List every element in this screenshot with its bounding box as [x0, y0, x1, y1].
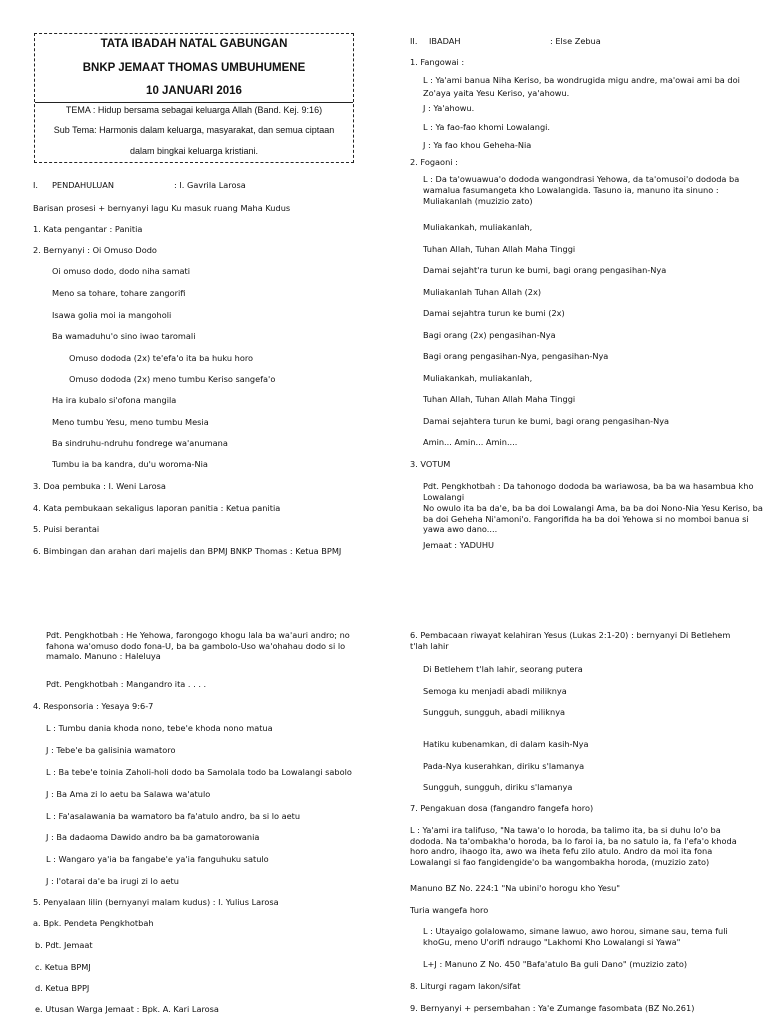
liturgy-leader-line: L : Ya'ami ira talifuso, "Na tawa'o lo horoda, ba talimo ita, ba si duhu lo'o ba dododa. Na ta'ombakha'o horoda, ba lo faroi ia, ba no satulo ia, fa l'efa'o khoda horo andro, ihaogo ita, awo wa iheta fefu zilo atulo. Andro da moi ita fona Lowalangi si fao fangidengide'o ba wangombakha horoda, (muzizio zato) [410, 825, 737, 867]
pastor-line: Pdt. Pengkhotbah : Mangandro ita . . . . [46, 679, 207, 689]
song-line: Ba wamaduhu'o sino iwao taromali [52, 331, 196, 341]
song-line: Damai sejahtra turun ke bumi (2x) [423, 308, 565, 318]
song-line: Omuso dododa (2x) te'efa'o ita ba huku horo [69, 353, 254, 363]
list-item: 6. Bimbingan dan arahan dari majelis dan BPMJ BNKP Thomas : Ketua BPMJ [33, 546, 342, 556]
song-line: Tuhan Allah, Tuhan Allah Maha Tinggi [423, 394, 576, 404]
theme-text: TEMA : Hidup bersama sebagai keluarga Allah (Band. Kej. 9:16) [65, 105, 323, 115]
song-line: Muliakankah, muliakanlah, [423, 373, 533, 383]
liturgy-leader-line: L : Da ta'owuawua'o dododa wangondrasi Yehowa, da ta'omusoi'o dododa ba wamalua fasumangeta kho Lowalangida. Tasuno ia, manuno ita sinuno : Muliakanlah (muzizio zato) [423, 174, 740, 206]
list-item: 5. Penyalaan lilin (bernyanyi malam kudus) : I. Yulius Larosa [33, 897, 279, 907]
song-line: Di Betlehem t'lah lahir, seorang putera [423, 664, 583, 674]
list-item: 1. Kata pengantar : Panitia [33, 224, 143, 234]
document-title: TATA IBADAH NATAL GABUNGAN [100, 38, 288, 50]
song-line: Semoga ku menjadi abadi miliknya [423, 686, 567, 696]
list-item: 4. Responsoria : Yesaya 9:6-7 [33, 701, 154, 711]
pastor-line: Pdt. Pengkhotbah : He Yehowa, farongogo khogu lala ba wa'auri andro; no fahona wa'omuso dodo fona-U, ba ba gambolo-Uso wa'ohahau dodo si lo mamalo. Manuno : Haleluya [46, 630, 350, 661]
song-line: Isawa golia moi ia mangoholi [52, 310, 172, 320]
song-line: Sungguh, sungguh, abadi miliknya [423, 707, 566, 717]
liturgy-leader-line: L : Utayaigo golalowamo, simane lawuo, awo horou, simane sau, tema fuli khoGu, meno U'orifi ndraugo "Lakhomi Kho Lowalangi si Yawa" [423, 926, 728, 947]
list-item: 1. Fangowai : [410, 57, 465, 67]
list-item: 6. Pembacaan riwayat kelahiran Yesus (Lukas 2:1-20) : bernyanyi Di Betlehem t'lah lahir [410, 630, 731, 651]
song-line: Meno tumbu Yesu, meno tumbu Mesia [52, 417, 209, 427]
responsive-line: J : Ba Ama zi lo aetu ba Salawa wa'atulo [46, 789, 211, 799]
song-line: Muliakanlah Tuhan Allah (2x) [423, 287, 542, 297]
liturgy-congregation-line: J : Ya'ahowu. [423, 103, 475, 113]
song-line: Hatiku kubenamkan, di dalam kasih-Nya [423, 739, 589, 749]
service-date: 10 JANUARI 2016 [146, 85, 242, 97]
liturgy-leader-line: L : Ya'ami banua Niha Keriso, ba wondrugida migu andre, ma'owai ami ba doi Zo'aya yaita Yesu Keriso, ya'ahowu. [423, 75, 740, 98]
song-line: Tumbu ia ba kandra, du'u woroma-Nia [52, 459, 208, 469]
song-line: Sungguh, sungguh, diriku s'lamanya [423, 782, 573, 792]
list-item: 2. Fogaoni : [410, 157, 458, 167]
section-leader: : Else Zebua [550, 36, 601, 46]
song-line: Muliakankah, muliakanlah, [423, 222, 533, 232]
pastor-line: Pdt. Pengkhotbah : Da tahonogo dododa ba wariawosa, ba ba wa hasambua kho Lowalangi [423, 481, 754, 502]
list-item: a. Bpk. Pendeta Pengkhotbah [33, 918, 154, 928]
votum-text: No owulo ita ba da'e, ba ba doi Lowalangi Ama, ba ba doi Nono-Nia Yesu Keriso, ba ba doi Geheha Ni'amoni'o. Fangorifida ha ba doi Yehowa si no momboi banua si yawa awo dano.... [423, 503, 763, 534]
responsive-line: J : I'otarai da'e ba irugi zi lo aetu [46, 876, 179, 886]
title-divider [35, 102, 353, 103]
hymn-reference: L+J : Manuno Z No. 450 "Bafa'atulo Ba guli Dano" (muzizio zato) [423, 959, 688, 969]
congregation-response: Jemaat : YADUHU [423, 540, 495, 550]
title-box [34, 33, 354, 163]
list-item: 7. Pengakuan dosa (fangandro fangefa horo) [410, 803, 594, 813]
list-item: 5. Puisi berantai [33, 524, 100, 534]
responsive-line: L : Wangaro ya'ia ba fangabe'e ya'ia fanguhuku satulo [46, 854, 269, 864]
section-leader: : I. Gavrila Larosa [174, 180, 246, 190]
song-line: Omuso dododa (2x) meno tumbu Keriso sangefa'o [69, 374, 276, 384]
list-item: 3. VOTUM [410, 459, 451, 469]
list-item: 3. Doa pembuka : I. Weni Larosa [33, 481, 166, 491]
procession-text: Barisan prosesi + bernyanyi lagu Ku masuk ruang Maha Kudus [33, 203, 291, 213]
list-item: 9. Bernyanyi + persembahan : Ya'e Zumange fasombata (BZ No.261) [410, 1003, 695, 1013]
list-item: 8. Liturgi ragam lakon/sifat [410, 981, 521, 991]
song-line: Damai sejahtera turun ke bumi, bagi orang pengasihan-Nya [423, 416, 670, 426]
list-item: 4. Kata pembukaan sekaligus laporan panitia : Ketua panitia [33, 503, 281, 513]
church-name: BNKP JEMAAT THOMAS UMBUHUMENE [82, 62, 306, 74]
responsive-line: J : Ba dadaoma Dawido andro ba ba gamatorowania [46, 832, 260, 842]
list-item: c. Ketua BPMJ [35, 962, 91, 972]
section-number: II. [410, 36, 418, 46]
song-line: Tuhan Allah, Tuhan Allah Maha Tinggi [423, 244, 576, 254]
song-line: Bagi orang pengasihan-Nya, pengasihan-Nya [423, 351, 609, 361]
section-title: PENDAHULUAN [52, 180, 115, 190]
responsive-line: L : Ba tebe'e toinia Zaholi-holi dodo ba Samolala todo ba Lowalangi sabolo [46, 767, 352, 777]
list-item: d. Ketua BPPJ [35, 983, 90, 993]
song-line: Damai sejaht'ra turun ke bumi, bagi orang pengasihan-Nya [423, 265, 667, 275]
song-line: Oi omuso dodo, dodo niha samati [52, 266, 191, 276]
subtheme-text-1: Sub Tema: Harmonis dalam keluarga, masyarakat, dan semua ciptaan [53, 125, 335, 135]
song-line: Pada-Nya kuserahkan, diriku s'lamanya [423, 761, 585, 771]
song-line: Meno sa tohare, tohare zangorifi [52, 288, 186, 298]
hymn-reference: Manuno BZ No. 224:1 "Na ubini'o horogu kho Yesu" [410, 883, 621, 893]
list-item: e. Utusan Warga Jemaat : Bpk. A. Kari Larosa [35, 1004, 219, 1014]
song-line: Bagi orang (2x) pengasihan-Nya [423, 330, 556, 340]
song-line: Ha ira kubalo si'ofona mangila [52, 395, 177, 405]
responsive-line: L : Tumbu dania khoda nono, tebe'e khoda nono matua [46, 723, 273, 733]
section-title: IBADAH [429, 36, 461, 46]
liturgy-congregation-line: J : Ya fao khou Geheha-Nia [423, 140, 532, 150]
subheading: Turia wangefa horo [410, 905, 489, 915]
responsive-line: J : Tebe'e ba galisinia wamatoro [46, 745, 176, 755]
responsive-line: L : Fa'asalawania ba wamatoro ba fa'atulo andro, ba si lo aetu [46, 811, 301, 821]
song-line: Ba sindruhu-ndruhu fondrege wa'anumana [52, 438, 228, 448]
subtheme-text-2: dalam bingkai keluarga kristiani. [129, 146, 259, 156]
list-item: 2. Bernyanyi : Oi Omuso Dodo [33, 245, 157, 255]
liturgy-leader-line: L : Ya fao-fao khomi Lowalangi. [423, 122, 551, 132]
section-number: I. [33, 180, 39, 190]
song-line: Amin... Amin... Amin.... [423, 437, 518, 447]
list-item: b. Pdt. Jemaat [35, 940, 93, 950]
